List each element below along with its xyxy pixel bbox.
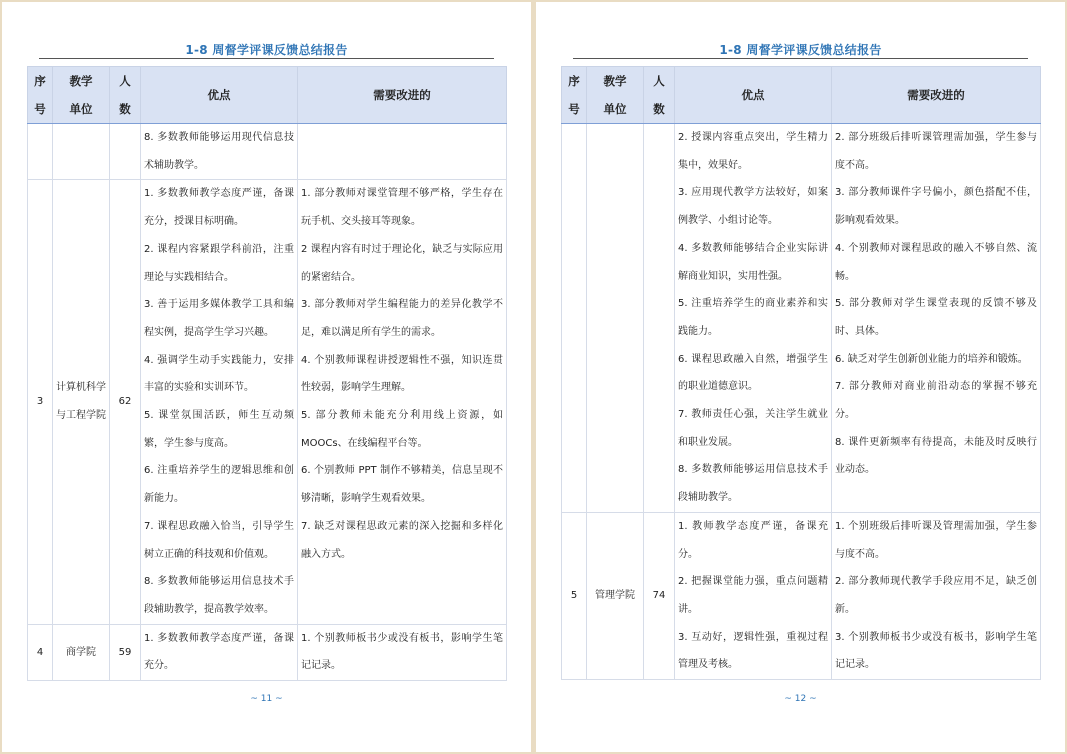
cell-unit (53, 124, 110, 180)
improvement-item: 2. 部分教师现代教学手段应用不足，缺乏创新。 (835, 576, 1037, 615)
pro-item: 8. 多数教师能够运用信息技术手段辅助教学，提高教学效率。 (144, 576, 294, 615)
cell-no: 3 (28, 180, 53, 624)
header-pros: 优点 (675, 67, 832, 124)
improvement-item: 6. 缺乏对学生创新创业能力的培养和锻炼。 (835, 353, 1028, 365)
header-pros: 优点 (141, 67, 298, 124)
cell-count: 59 (110, 624, 141, 680)
cell-unit: 商学院 (53, 624, 110, 680)
report-title: 1-8 周督学评课反馈总结报告 (719, 43, 882, 57)
header-no: 序 号 (28, 67, 53, 124)
header-count: 人 数 (110, 67, 141, 124)
cell-pros (675, 512, 832, 679)
improvement-item: 7. 部分教师对商业前沿动态的掌握不够充分。 (835, 381, 1037, 421)
improvement-item: 2 课程内容有时过于理论化，缺乏与实际应用的紧密结合。 (301, 243, 503, 283)
table-row (28, 624, 507, 680)
pro-item: 6. 注重培养学生的逻辑思维和创新能力。 (144, 465, 294, 505)
cell-no: 5 (562, 512, 587, 679)
pro-item: 1. 多数教师教学态度严谨，备课充分。 (144, 632, 294, 672)
improvement-item: 4. 个别教师课程讲授逻辑性不强，知识连贯性较弱，影响学生理解。 (301, 354, 503, 394)
pro-item: 8. 多数教师能够运用信息技术手段辅助教学。 (678, 464, 828, 504)
cell-count (110, 124, 141, 180)
improvement-item: 7. 缺乏对课程思政元素的深入挖掘和多样化融入方式。 (301, 520, 503, 560)
pro-item: 5. 课堂氛围活跃，师生互动频繁，学生参与度高。 (144, 410, 294, 449)
cell-pros (141, 624, 298, 680)
page-number: ~ 11 ~ (250, 694, 283, 704)
cell-unit (587, 124, 644, 513)
cell-count (644, 124, 675, 513)
improvement-item: 6. 个别教师 PPT 制作不够精美，信息呈现不够清晰，影响学生观看效果。 (301, 465, 503, 505)
cell-unit: 计算机科学与工程学院 (53, 180, 110, 624)
cell-improvements (298, 180, 507, 624)
page-number: ~ 12 ~ (784, 694, 817, 704)
table-row (28, 124, 507, 180)
document-page-right (536, 2, 1065, 752)
cell-count: 74 (644, 512, 675, 679)
header-unit: 教学 单位 (587, 67, 644, 124)
cell-improvements (298, 624, 507, 680)
cell-improvements (832, 512, 1041, 679)
cell-no: 4 (28, 624, 53, 680)
cell-pros (141, 124, 298, 180)
header-improvements: 需要改进的 (298, 67, 507, 124)
title-rule (39, 58, 494, 59)
pro-item: 4. 多数教师能够结合企业实际讲解商业知识，实用性强。 (678, 242, 828, 282)
table-row (562, 124, 1041, 513)
table-row (562, 512, 1041, 679)
pro-item: 4. 强调学生动手实践能力，安排丰富的实验和实训环节。 (144, 354, 294, 394)
improvement-item: 1. 个别教师板书少或没有板书，影响学生笔记记录。 (301, 632, 503, 672)
pro-item: 3. 应用现代教学方法较好，如案例教学、小组讨论等。 (678, 187, 828, 227)
improvement-item: 3. 部分教师课件字号偏小，颜色搭配不佳，影响观看效果。 (835, 187, 1037, 227)
improvement-item: 3. 部分教师对学生编程能力的差异化教学不足，难以满足所有学生的需求。 (301, 299, 503, 338)
cell-pros (675, 124, 832, 513)
improvement-item: 5. 部分教师未能充分利用线上资源，如MOOCs、在线编程平台等。 (301, 410, 503, 449)
title-rule (573, 58, 1028, 59)
pro-item: 1. 教师教学态度严谨，备课充分。 (678, 520, 828, 560)
pro-item: 2. 把握课堂能力强，重点问题精讲。 (678, 576, 828, 615)
cell-no (562, 124, 587, 513)
improvement-item: 1. 部分教师对课堂管理不够严格，学生存在玩手机、交头接耳等现象。 (301, 188, 503, 228)
table-row (28, 180, 507, 624)
document-page-left (2, 2, 531, 752)
improvement-item: 8. 课件更新频率有待提高，未能及时反映行业动态。 (835, 436, 1037, 476)
header-unit: 教学 单位 (53, 67, 110, 124)
pro-item: 3. 互动好，逻辑性强，重视过程管理及考核。 (678, 631, 828, 671)
pro-item: 5. 注重培养学生的商业素养和实践能力。 (678, 298, 828, 337)
table-header-row (28, 67, 507, 124)
pro-item: 6. 课程思政融入自然，增强学生的职业道德意识。 (678, 353, 828, 393)
cell-no (28, 124, 53, 180)
improvement-item: 2. 部分班级后排听课管理需加强，学生参与度不高。 (835, 132, 1037, 171)
pro-item: 7. 课程思政融入恰当，引导学生树立正确的科技观和价值观。 (144, 520, 294, 560)
table-header-row (562, 67, 1041, 124)
pro-item: 2. 课程内容紧跟学科前沿，注重理论与实践相结合。 (144, 243, 294, 283)
report-title: 1-8 周督学评课反馈总结报告 (185, 43, 348, 57)
header-no: 序 号 (562, 67, 587, 124)
pro-item: 3. 善于运用多媒体教学工具和编程实例，提高学生学习兴趣。 (144, 299, 294, 338)
pro-item: 7. 教师责任心强，关注学生就业和职业发展。 (678, 409, 828, 448)
feedback-table (561, 66, 1041, 680)
improvement-item: 1. 个别班级后排听课及管理需加强，学生参与度不高。 (835, 520, 1037, 560)
pro-item: 1. 多数教师教学态度严谨，备课充分，授课目标明确。 (144, 188, 294, 228)
cell-count: 62 (110, 180, 141, 624)
improvement-item: 5. 部分教师对学生课堂表现的反馈不够及时、具体。 (835, 298, 1037, 337)
header-improvements: 需要改进的 (832, 67, 1041, 124)
cell-pros (141, 180, 298, 624)
pro-item: 2. 授课内容重点突出，学生精力集中，效果好。 (678, 132, 828, 171)
improvement-item: 4. 个别教师对课程思政的融入不够自然、流畅。 (835, 242, 1037, 282)
pro-item: 8. 多数教师能够运用现代信息技术辅助教学。 (144, 132, 294, 171)
feedback-table (27, 66, 507, 681)
cell-unit: 管理学院 (587, 512, 644, 679)
cell-improvements (298, 124, 507, 180)
improvement-item: 3. 个别教师板书少或没有板书，影响学生笔记记录。 (835, 631, 1037, 671)
header-count: 人 数 (644, 67, 675, 124)
cell-improvements (832, 124, 1041, 513)
